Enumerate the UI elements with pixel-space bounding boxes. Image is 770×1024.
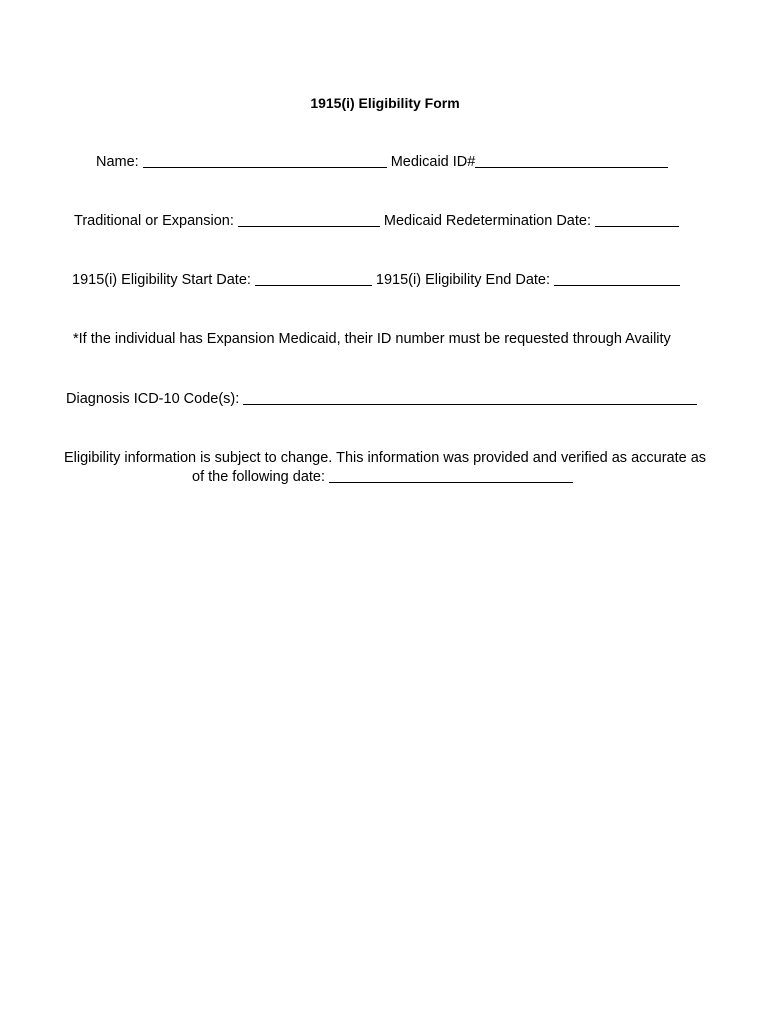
following-date-label: of the following date: <box>192 469 326 485</box>
diagnosis-row <box>66 390 697 409</box>
medicaid-id-field[interactable] <box>475 153 668 168</box>
end-date-field[interactable] <box>554 271 680 286</box>
name-label: Name: <box>96 154 139 170</box>
medicaid-id-label: Medicaid ID# <box>390 154 476 170</box>
verification-date-field[interactable] <box>329 468 573 483</box>
form-title: 1915(i) Eligibility Form <box>310 95 460 111</box>
disclaimer-line-2 <box>192 468 573 487</box>
disclaimer-line-1: Eligibility information is subject to change. This information was provided and verified as accurate as <box>63 450 707 466</box>
traditional-row <box>74 212 679 231</box>
traditional-label: Traditional or Expansion: <box>74 213 234 229</box>
end-date-label: 1915(i) Eligibility End Date: <box>375 272 551 288</box>
traditional-field[interactable] <box>238 212 380 227</box>
diagnosis-field[interactable] <box>243 390 697 405</box>
name-field[interactable] <box>143 153 387 168</box>
redetermination-label: Medicaid Redetermination Date: <box>383 213 591 229</box>
redetermination-field[interactable] <box>595 212 679 227</box>
eligibility-dates-row <box>72 271 680 290</box>
start-date-label: 1915(i) Eligibility Start Date: <box>72 272 251 288</box>
diagnosis-label: Diagnosis ICD-10 Code(s): <box>66 391 240 407</box>
start-date-field[interactable] <box>255 271 372 286</box>
name-row <box>96 153 668 172</box>
expansion-note: *If the individual has Expansion Medicaid, their ID number must be requested through Availity <box>73 331 671 347</box>
